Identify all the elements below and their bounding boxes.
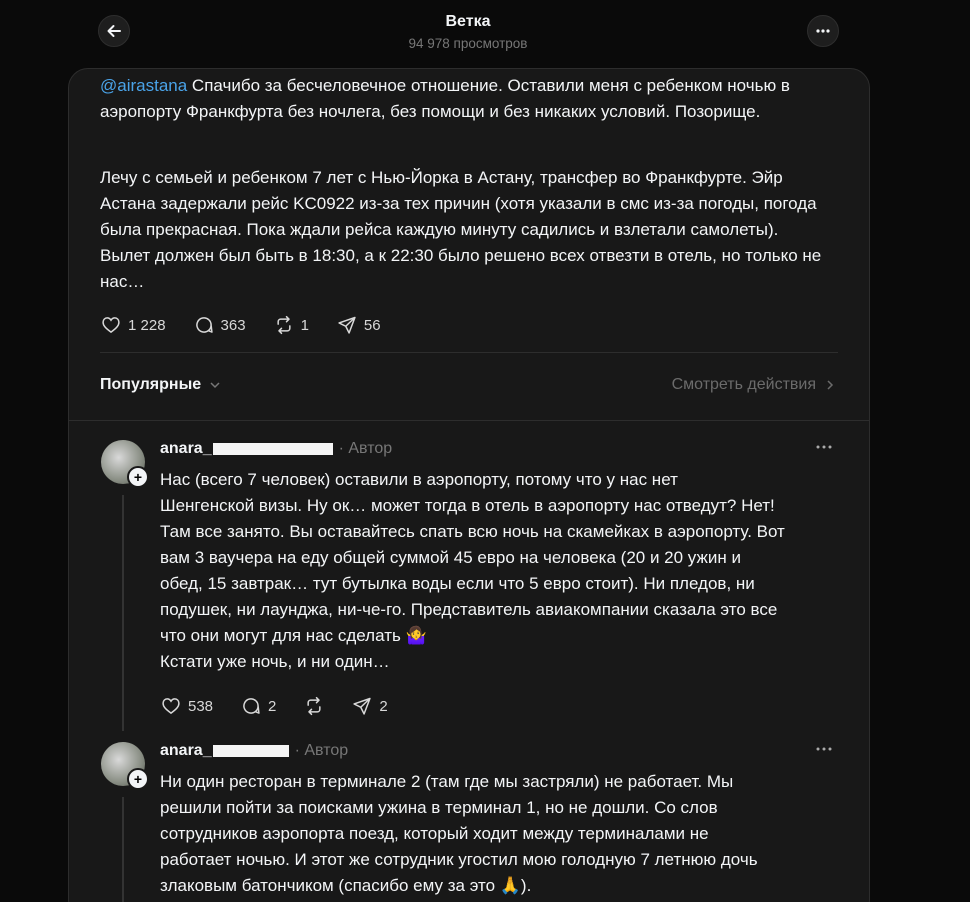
comment-icon bbox=[241, 696, 261, 716]
like-button[interactable] bbox=[101, 315, 166, 335]
reply-actions bbox=[161, 696, 416, 716]
sort-dropdown[interactable]: Популярные bbox=[100, 376, 221, 394]
post-paragraph-2: Лечу с семьей и ребенком 7 лет с Нью-Йорка в Астану, трансфер во Франкфурте. Эйр Астана задержали рейс KC0922 из-за тех причин (хотя указали в смс из-за погоды, погода была прекрасная. Пока ждали рейса каждую минуту садились и взлетали самолеты). Вылет должен был быть в 18:30, а к 22:30 было решено всех отвезти в отель, но только не нас… bbox=[100, 168, 822, 291]
more-icon bbox=[815, 23, 831, 39]
reply-more-button[interactable] bbox=[815, 740, 833, 763]
more-options-button[interactable] bbox=[807, 15, 839, 47]
comment-icon bbox=[194, 315, 214, 335]
mention-link[interactable]: @airastana bbox=[100, 76, 188, 95]
comment-count: 2 bbox=[268, 697, 277, 715]
reply-username[interactable]: anara_ · Автор bbox=[160, 742, 349, 759]
share-button[interactable] bbox=[352, 696, 387, 716]
reply-text: Нас (всего 7 человек) оставили в аэропорту, потому что у нас нет Шенгенской визы. Ну ок… может тогда в отель в аэропорту нас отведут? Нет! Там все занято. Вы оставайтесь спать всю ночь на скамейках в аэропорту. Вот вам 3 ваучера на еду общей суммой 45 евро на человека (20 и 20 ужин и обед, 15 завтрак… тут бутылка воды если что 5 евро стоит). Ни пледов, ни подушек, ни лаунджа, ни-че-го. Представитель авиакомпании сказала это все что они могут для нас сделать 🤷‍♀️ Кстати уже ночь, и ни один… bbox=[160, 470, 785, 671]
comment-count: 363 bbox=[220, 316, 246, 334]
author-tag: · Автор bbox=[338, 440, 393, 457]
thread-line bbox=[122, 495, 124, 731]
share-icon bbox=[352, 696, 372, 716]
reply-text: Ни один ресторан в терминале 2 (там где мы застряли) не работает. Мы решили пойти за поисками ужина в терминал 1, но не дошли. Со слов сотрудников аэропорта поезд, который ходит между терминалами не работает ночью. И этот же сотрудник угостил мою голодную 7 летнюю дочь злаковым батончиком (спасибо ему за это 🙏). bbox=[160, 772, 758, 895]
share-count: 56 bbox=[363, 316, 381, 334]
repost-icon bbox=[274, 315, 294, 335]
author-tag: · Автор bbox=[294, 742, 349, 759]
thread-line bbox=[122, 797, 124, 902]
view-count: 94 978 просмотров bbox=[408, 36, 528, 51]
redacted-username bbox=[213, 443, 333, 455]
heart-icon bbox=[161, 696, 181, 716]
reply-more-button[interactable] bbox=[815, 438, 833, 461]
reply-username[interactable]: anara_ · Автор bbox=[160, 440, 393, 457]
follow-plus-icon[interactable]: + bbox=[127, 466, 149, 488]
share-count: 2 bbox=[379, 697, 388, 715]
avatar[interactable] bbox=[101, 742, 145, 786]
repost-icon bbox=[304, 696, 324, 716]
page-title: Ветка bbox=[445, 13, 491, 30]
repost-button[interactable] bbox=[304, 696, 324, 716]
comment-button[interactable] bbox=[241, 696, 276, 716]
post-paragraph-1: @airastana Спачибо за бесчеловечное отношение. Оставили меня с ребенком ночью в аэропорту Франкфурта без ночлега, без помощи и без никаких условий. Позорище. bbox=[100, 76, 790, 121]
avatar[interactable] bbox=[101, 440, 145, 484]
like-button[interactable] bbox=[161, 696, 213, 716]
comment-button[interactable] bbox=[194, 315, 246, 335]
like-count: 538 bbox=[188, 697, 214, 715]
divider bbox=[68, 420, 870, 421]
divider bbox=[100, 352, 838, 353]
share-button[interactable] bbox=[337, 315, 381, 335]
repost-button[interactable] bbox=[274, 315, 309, 335]
redacted-username bbox=[213, 745, 289, 757]
view-activity-link[interactable]: Смотреть действия bbox=[672, 376, 836, 394]
heart-icon bbox=[101, 315, 121, 335]
more-icon bbox=[815, 740, 833, 758]
chevron-down-icon bbox=[209, 379, 221, 391]
more-icon bbox=[815, 438, 833, 456]
follow-plus-icon[interactable]: + bbox=[127, 768, 149, 790]
repost-count: 1 bbox=[300, 316, 309, 334]
post-actions bbox=[101, 315, 409, 335]
chevron-right-icon bbox=[824, 379, 836, 391]
share-icon bbox=[337, 315, 357, 335]
like-count: 1 228 bbox=[128, 316, 166, 334]
